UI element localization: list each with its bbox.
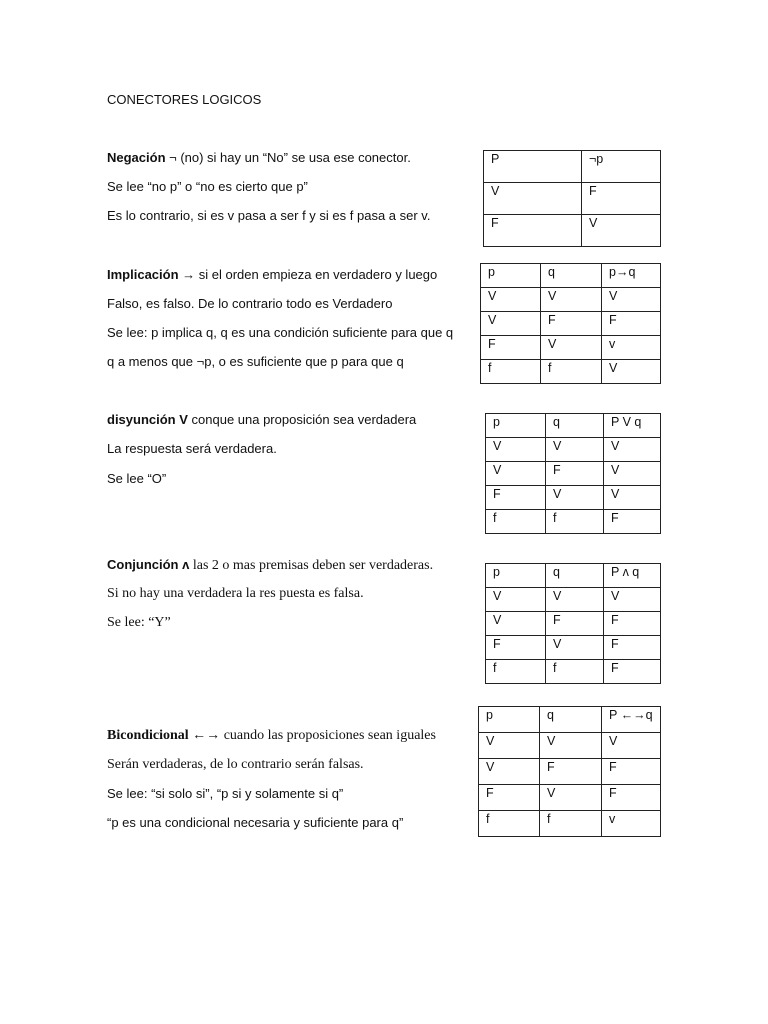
table-row (486, 462, 661, 486)
table-cell: f (541, 360, 602, 384)
table-cell: f (546, 660, 604, 684)
table-cell: V (546, 588, 604, 612)
table-cell: F (582, 183, 661, 215)
table-cell: F (602, 785, 661, 811)
table-cell: F (484, 215, 582, 247)
conjuncion-heading: Conjunción ʌ (107, 557, 190, 572)
implicacion-truth-table (480, 263, 661, 384)
table-cell: q (546, 414, 604, 438)
disyuncion-line-1: La respuesta será verdadera. (107, 441, 277, 456)
table-cell: V (602, 288, 661, 312)
table-cell: F (540, 759, 602, 785)
table-cell: q (540, 707, 602, 733)
table-cell: v (602, 811, 661, 837)
table-cell: V (604, 462, 661, 486)
table-cell: V (604, 486, 661, 510)
bicondicional-heading-text: cuando las proposiciones sean iguales (220, 728, 436, 743)
table-cell: F (602, 759, 661, 785)
table-cell: V (486, 438, 546, 462)
table-cell: P ←→q (602, 707, 661, 733)
disyuncion-line-2: Se lee “O” (107, 471, 167, 486)
bicondicional-truth-table (478, 706, 661, 837)
table-header-row (486, 564, 661, 588)
table-cell: V (479, 733, 540, 759)
table-cell: P ʌ q (604, 564, 661, 588)
table-cell: V (602, 733, 661, 759)
table-cell: F (604, 660, 661, 684)
table-row (484, 215, 661, 247)
table-cell: F (541, 312, 602, 336)
table-cell: F (546, 612, 604, 636)
table-cell: F (486, 636, 546, 660)
bicondicional-heading-line (107, 728, 436, 744)
implicacion-line-1: Falso, es falso. De lo contrario todo es Verdadero (107, 296, 393, 311)
table-cell: P (484, 151, 582, 183)
table-row (486, 636, 661, 660)
table-row (486, 510, 661, 534)
implicacion-heading: Implicación (107, 267, 179, 282)
table-cell: V (546, 438, 604, 462)
table-cell: q (546, 564, 604, 588)
table-cell: V (540, 733, 602, 759)
table-cell: p (481, 264, 541, 288)
table-header-row (484, 151, 661, 183)
table-header-row (479, 707, 661, 733)
negacion-line-1: Se lee “no p” o “no es cierto que p” (107, 179, 308, 194)
document-title: CONECTORES LOGICOS (107, 92, 262, 107)
table-cell: V (481, 288, 541, 312)
table-cell: V (484, 183, 582, 215)
table-row (479, 733, 661, 759)
bicondicional-heading: Bicondicional ←→ (107, 728, 221, 743)
disyuncion-truth-table (485, 413, 661, 534)
table-cell: V (546, 486, 604, 510)
table-cell: F (479, 785, 540, 811)
table-cell: v (602, 336, 661, 360)
table-cell: V (546, 636, 604, 660)
table-row (484, 183, 661, 215)
implicacion-heading-line (107, 267, 437, 282)
table-cell: V (486, 588, 546, 612)
table-header-row (481, 264, 661, 288)
table-cell: V (604, 438, 661, 462)
table-cell: P V q (604, 414, 661, 438)
table-cell: F (546, 462, 604, 486)
table-cell: ¬p (582, 151, 661, 183)
table-cell: F (604, 510, 661, 534)
table-row (481, 360, 661, 384)
disyuncion-heading-line (107, 412, 416, 427)
bicondicional-line-2: Se lee: “si solo si”, “p si y solamente si q” (107, 786, 344, 801)
table-row (479, 785, 661, 811)
table-cell: f (481, 360, 541, 384)
table-cell: F (604, 636, 661, 660)
table-row (481, 312, 661, 336)
table-row (481, 336, 661, 360)
conjuncion-heading-line (107, 557, 433, 574)
table-row (481, 288, 661, 312)
table-cell: p (479, 707, 540, 733)
table-cell: f (486, 660, 546, 684)
disyuncion-heading-text: conque una proposición sea verdadera (187, 412, 417, 427)
table-cell: V (486, 612, 546, 636)
implicacion-line-3: q a menos que ¬p, o es suficiente que p para que q (107, 354, 404, 369)
implicacion-line-2: Se lee: p implica q, q es una condición suficiente para que q (107, 325, 454, 340)
conjuncion-line-2: Se lee: “Y” (107, 615, 171, 630)
table-cell: V (486, 462, 546, 486)
table-cell: f (486, 510, 546, 534)
table-cell: V (602, 360, 661, 384)
table-row (479, 759, 661, 785)
table-cell: V (604, 588, 661, 612)
disyuncion-heading: disyunción V (107, 412, 188, 427)
negacion-truth-table (483, 150, 661, 247)
table-header-row (486, 414, 661, 438)
table-cell: f (546, 510, 604, 534)
table-row (486, 588, 661, 612)
table-cell: F (604, 612, 661, 636)
table-cell: V (582, 215, 661, 247)
table-cell: f (540, 811, 602, 837)
conjuncion-heading-text: las 2 o mas premisas deben ser verdaderas. (189, 558, 434, 573)
table-cell: q (541, 264, 602, 288)
table-row (486, 660, 661, 684)
table-cell: F (486, 486, 546, 510)
table-cell: V (541, 336, 602, 360)
table-cell: V (541, 288, 602, 312)
negacion-heading-text: ¬ (no) si hay un “No” se usa ese conector. (165, 150, 411, 165)
table-row (479, 811, 661, 837)
table-cell: f (479, 811, 540, 837)
table-cell: V (540, 785, 602, 811)
negacion-line-2: Es lo contrario, si es v pasa a ser f y si es f pasa a ser v. (107, 208, 431, 223)
table-cell: p (486, 564, 546, 588)
table-cell: V (479, 759, 540, 785)
table-cell: F (602, 312, 661, 336)
table-cell: F (481, 336, 541, 360)
table-cell: p (486, 414, 546, 438)
bicondicional-line-3: “p es una condicional necesaria y suficiente para q” (107, 815, 404, 830)
implicacion-heading-text: → si el orden empieza en verdadero y luego (178, 267, 438, 282)
table-cell: p→q (602, 264, 661, 288)
conjuncion-line-1: Si no hay una verdadera la res puesta es falsa. (107, 586, 364, 601)
bicondicional-line-1: Serán verdaderas, de lo contrario serán falsas. (107, 757, 364, 772)
conjuncion-truth-table (485, 563, 661, 684)
negacion-heading: Negación (107, 150, 166, 165)
table-row (486, 612, 661, 636)
table-row (486, 486, 661, 510)
table-cell: V (481, 312, 541, 336)
table-row (486, 438, 661, 462)
negacion-heading-line (107, 150, 411, 165)
